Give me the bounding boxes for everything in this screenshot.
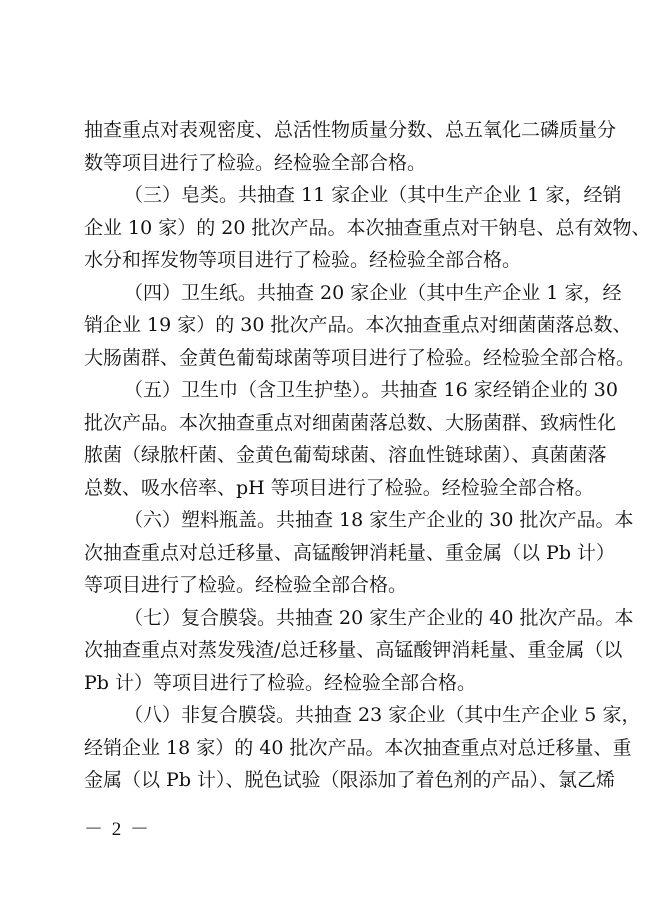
body-text: 共抽查 11 家企业（其中生产企业 1 家，经销 [238, 184, 622, 206]
body-line: 抽查重点对表观密度、总活性物质量分数、总五氧化二磷质量分 [84, 119, 617, 141]
body-text: 共抽查 20 家生产企业的 40 批次产品。本 [276, 606, 634, 629]
body-line: 数等项目进行了检验。经检验全部合格。 [84, 151, 427, 174]
paragraph-first-line [84, 277, 622, 310]
body-line: 大肠菌群、金黄色葡萄球菌等项目进行了检验。经检验全部合格。 [84, 346, 636, 369]
body-line: 企业 10 家）的 20 批次产品。本次抽查重点对干钠皂、总有效物、 [84, 216, 651, 239]
body-line: 总数、吸水倍率、pH 等项目进行了检验。经检验全部合格。 [84, 476, 594, 499]
body-text: 共抽查 16 家经销企业的 30 [380, 379, 618, 401]
body-text: 共抽查 18 家生产企业的 30 批次产品。本 [276, 509, 634, 531]
body-line: Pb 计）等项目进行了检验。经检验全部合格。 [84, 671, 476, 694]
paragraph-first-line [84, 179, 622, 212]
section-heading: （八）非复合膜袋。 [124, 704, 296, 726]
body-line: 批次产品。本次抽查重点对细菌菌落总数、大肠菌群、致病性化 [84, 411, 617, 434]
section-heading: （六）塑料瓶盖。 [124, 509, 277, 531]
body-line: 等项目进行了检验。经检验全部合格。 [84, 574, 408, 596]
paragraph-first-line [84, 374, 618, 407]
section-heading: （三）皂类。 [124, 184, 239, 206]
section-heading: （四）卫生纸。 [124, 281, 258, 304]
page-number: － 2 － [84, 819, 152, 840]
section-heading: （七）复合膜袋。 [124, 606, 277, 629]
body-line: 脓菌（绿脓杆菌、金黄色葡萄球菌、溶血性链球菌）、真菌菌落 [84, 444, 607, 466]
body-text: 共抽查 20 家企业（其中生产企业 1 家，经 [257, 281, 622, 304]
document-body [84, 114, 651, 797]
body-line: 水分和挥发物等项目进行了检验。经检验全部合格。 [84, 249, 522, 271]
section-heading: （五）卫生巾（含卫生护垫）。 [124, 379, 381, 401]
paragraph-first-line [84, 504, 634, 537]
body-line: 销企业 19 家）的 30 批次产品。本次抽查重点对细菌菌落总数、 [84, 314, 632, 336]
paragraph-first-line [84, 602, 634, 635]
body-line: 次抽查重点对总迁移量、高锰酸钾消耗量、重金属（以 Pb 计） [84, 541, 616, 564]
body-line: 经销企业 18 家）的 40 批次产品。本次抽查重点对总迁移量、重 [84, 736, 632, 759]
paragraph-first-line [84, 699, 641, 732]
body-line: 金属（以 Pb 计）、脱色试验（限添加了着色剂的产品）、氯乙烯 [84, 769, 616, 791]
body-text: 共抽查 23 家企业（其中生产企业 5 家， [295, 704, 641, 726]
body-line: 次抽查重点对蒸发残渣/总迁移量、高锰酸钾消耗量、重金属（以 [84, 639, 623, 661]
